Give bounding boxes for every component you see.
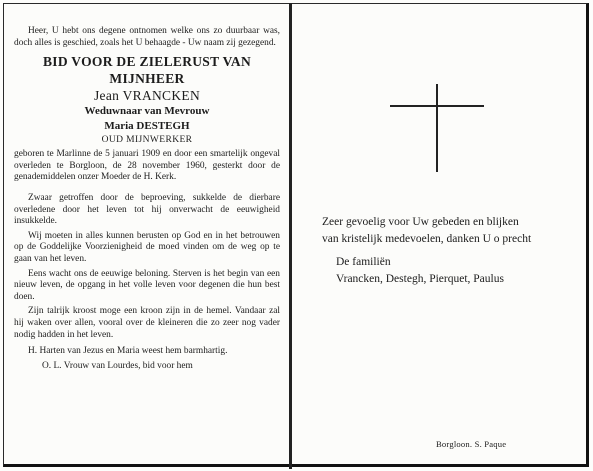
heading-prayer-request: BID VOOR DE ZIELERUST VAN: [42, 54, 252, 70]
prayer-lourdes: O. L. Vrouw van Lourdes, bid voor hem: [42, 360, 193, 371]
cross-icon: [436, 84, 438, 172]
paragraph-3: Eens wacht ons de eeuwige beloning. Sterven is het begin van een nieuw leven, de opgang in het volle leven voor degenen die hun best doen.: [14, 268, 280, 302]
thanks-line-1: Zeer gevoelig voor Uw gebeden en blijken: [322, 216, 519, 228]
cross-icon-bar: [390, 105, 484, 107]
paragraph-2: Wij moeten in alles kunnen berusten op God en in het betrouwen op de Goddelijke Voorzienigheid de moed vinden om de weg op te gaan van het leven.: [14, 230, 280, 264]
families-label: De familiën: [336, 256, 391, 268]
thanks-line-2: van kristelijk medevoelen, danken U o precht: [322, 233, 532, 245]
heading-title: MIJNHEER: [109, 71, 185, 87]
biography: geboren te Marlinne de 5 januari 1909 en door een smartelijk ongeval overleden te Borgloon, de 28 november 1960, gesterkt door de genademiddelen onzer Moeder de H. Kerk.: [14, 149, 280, 183]
deceased-name: Jean VRANCKEN: [93, 88, 201, 104]
widower-line: Weduwnaar van Mevrouw: [84, 105, 210, 118]
occupation: OUD MIJNWERKER: [101, 135, 193, 146]
right-panel: [322, 214, 572, 288]
left-panel: [14, 26, 280, 372]
paragraph-4: Zijn talrijk kroost moge een kroon zijn in de hemel. Vandaar zal hij waken over allen, vooral over de kleineren die zo zeer nog vader nodig hadden in het leven.: [14, 306, 280, 340]
prayer-sacred-hearts: H. Harten van Jezus en Maria weest hem barmhartig.: [28, 346, 228, 357]
families-list: Vrancken, Destegh, Pierquet, Paulus: [336, 273, 504, 285]
intro-prayer: Heer, U hebt ons degene ontnomen welke ons zo duurbaar was, doch alles is geschied, zoals het U behaagde - Uw naam zij gezegend.: [14, 26, 280, 48]
printer-credit: Borgloon. S. Paque: [436, 439, 507, 449]
card-fold-line: [289, 3, 292, 469]
paragraph-1: Zwaar getroffen door de beproeving, sukkelde de dierbare overledene door het leven tot hij onverwacht de eeuwigheid insukkelde.: [14, 192, 280, 227]
spouse-name: Maria DESTEGH: [104, 120, 190, 133]
